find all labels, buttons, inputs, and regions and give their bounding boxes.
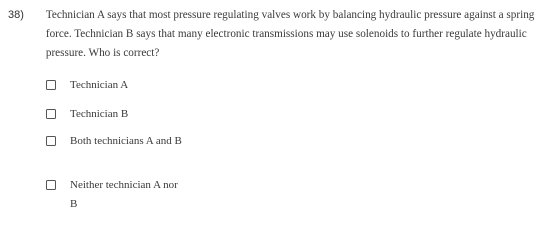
option-label: Both technicians A and B [70,135,182,147]
option-label: Neither technician A nor B [70,179,178,210]
checkbox-icon[interactable] [46,136,56,146]
option-technician-b[interactable] [46,105,185,124]
checkbox-icon[interactable] [46,180,56,190]
option-neither-technician[interactable] [46,176,185,214]
question-block [6,6,536,63]
checkbox-icon[interactable] [46,80,56,90]
checkbox-icon[interactable] [46,109,56,119]
question-text: Technician A says that most pressure regulating valves work by balancing hydraulic pressure against a spring force. Technician B says that many electronic transmissions may use solenoids to further regulate hydraulic pressure. Who is correct? [45,9,535,59]
question-row [6,6,536,63]
question-number: 38) [8,9,24,21]
option-both-technicians[interactable] [46,132,185,151]
option-label: Technician B [70,108,129,120]
option-label: Technician A [70,79,129,91]
option-technician-a[interactable] [46,76,185,95]
